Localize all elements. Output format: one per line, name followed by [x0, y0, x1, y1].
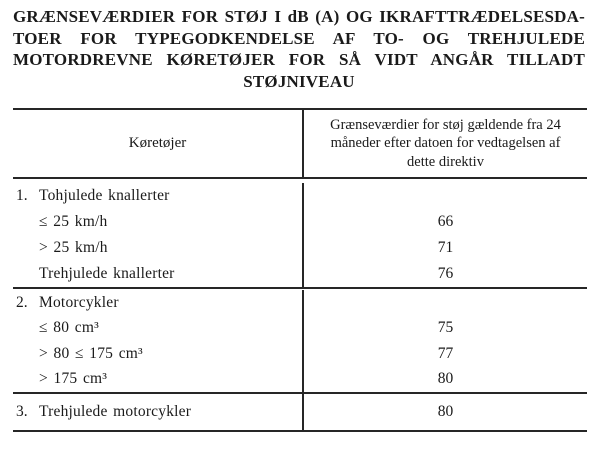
table-row [13, 367, 587, 393]
noise-limits-table [13, 108, 587, 432]
row-value: 76 [302, 261, 587, 287]
title-line-1: GRÆNSEVÆRDIER FOR STØJ I dB (A) OG IKRAFTTRÆDELSESDA- [13, 7, 585, 26]
title-line-2: TOER FOR TYPEGODKENDELSE AF TO- OG TREHJULEDE [13, 28, 585, 48]
title-line-3: MOTORDREVNE KØRETØJER FOR SÅ VIDT ANGÅR TILLADT [13, 50, 585, 69]
table-section-tricycles [13, 394, 587, 430]
table-row [13, 209, 587, 235]
table-row [13, 341, 587, 367]
header-vehicles-column: Køretøjer [128, 135, 187, 151]
row-number: 3. [16, 403, 28, 420]
row-label: Tohjulede knallerter [39, 187, 170, 204]
row-value: 80 [302, 394, 587, 430]
table-row [13, 394, 587, 430]
row-label: > 80 ≤ 175 cm³ [39, 344, 143, 362]
table-section-motorcycles [13, 289, 587, 394]
row-value [302, 183, 587, 209]
title-line-4: STØJNIVEAU [243, 71, 355, 91]
row-label: > 175 cm³ [39, 370, 108, 388]
table-row [13, 261, 587, 287]
row-label: > 25 km/h [39, 239, 108, 256]
row-value: 71 [302, 235, 587, 261]
row-value [302, 290, 587, 316]
table-row [13, 316, 587, 342]
row-value: 77 [302, 341, 587, 367]
row-number: 1. [16, 187, 28, 204]
row-label: Trehjulede motorcykler [39, 403, 192, 420]
row-value: 66 [302, 209, 587, 235]
table-row [13, 235, 587, 261]
table-row [13, 290, 587, 316]
header-limits-column: Grænseværdier for støj gældende fra 24 måneder efter datoen for vedtagelsen af dette direktiv [302, 110, 587, 177]
table-header-row [13, 110, 587, 179]
row-number: 2. [16, 293, 28, 311]
row-label: ≤ 80 cm³ [39, 319, 99, 337]
table-section-mopeds [13, 179, 587, 289]
row-label: Trehjulede knallerter [39, 265, 175, 282]
table-row [13, 183, 587, 209]
row-label: Motorcykler [39, 293, 119, 311]
page-title [13, 6, 585, 92]
row-value: 75 [302, 316, 587, 342]
row-label: ≤ 25 km/h [39, 213, 108, 230]
row-value: 80 [302, 367, 587, 393]
